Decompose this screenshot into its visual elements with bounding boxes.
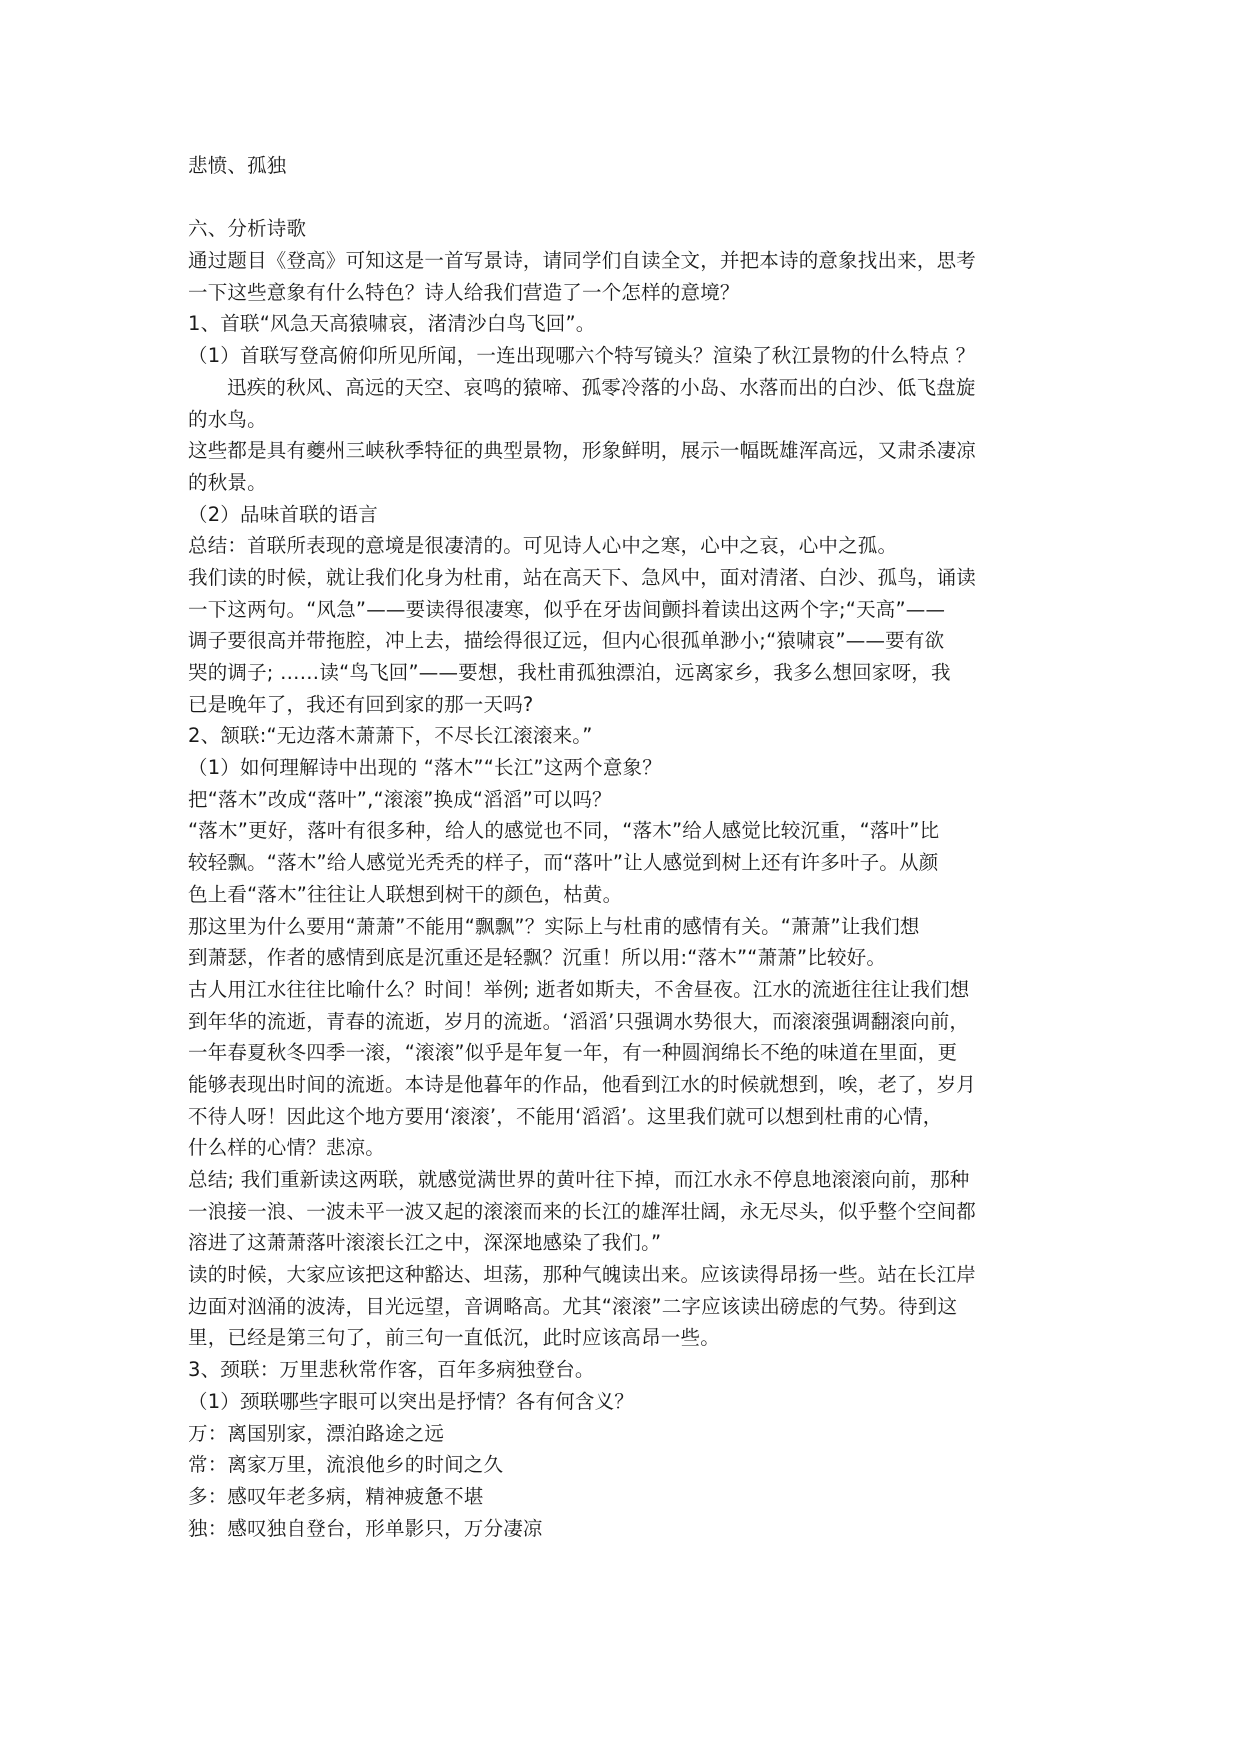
definition-line: 万：离国别家，漂泊路途之远 xyxy=(188,1421,445,1445)
text-line: 里，已经是第三句了，前三句一直低沉，此时应该高昂一些。 xyxy=(188,1326,720,1350)
text-line: 一年春夏秋冬四季一滚，“滚滚”似乎是年复一年，有一种圆润绵长不绝的味道在里面，更 xyxy=(188,1041,958,1065)
text-line: 哭的调子; ……读“鸟飞回”——要想，我杜甫孤独漂泊，远离家乡，我多么想回家呀，我 xyxy=(188,661,951,684)
blank-line xyxy=(188,182,1068,214)
question-line: （1）首联写登高俯仰所见所闻，一连出现哪六个特写镜头？渲染了秋江景物的什么特点 ？ xyxy=(188,344,976,368)
text-line: 通过题目《登高》可知这是一首写景诗，请同学们自读全文，并把本诗的意象找出来，思考 xyxy=(188,249,977,273)
text-line: 能够表现出时间的流逝。本诗是他暮年的作品，他看到江水的时候就想到，唉，老了，岁月 xyxy=(188,1072,977,1096)
text-line: 溶进了这萧萧落叶滚滚长江之中，深深地感染了我们。” xyxy=(188,1231,662,1255)
text-line: 一下这些意象有什么特色？诗人给我们营造了一个怎样的意境？ xyxy=(188,280,740,304)
summary-line: 总结; 我们重新读这两联，就感觉满世界的黄叶往下掉，而江水永不停息地滚滚向前，那种 xyxy=(188,1168,970,1191)
text-line: 悲愤、孤独 xyxy=(188,154,287,177)
summary-line: 总结：首联所表现的意境是很凄清的。可见诗人心中之寒，心中之哀，心中之孤。 xyxy=(188,534,898,558)
question-line: （2）品味首联的语言 xyxy=(188,502,378,526)
definition-line: 多：感叹年老多病，精神疲惫不堪 xyxy=(188,1484,484,1508)
text-line: 到萧瑟，作者的感情到底是沉重还是轻飘？沉重！所以用:“落木”“萧萧”比较好。 xyxy=(188,946,887,970)
text-line: 这些都是具有夔州三峡秋季特征的典型景物，形象鲜明，展示一幅既雄浑高远，又肃杀凄凉 xyxy=(188,439,977,463)
text-line: “落木”更好，落叶有很多种，给人的感觉也不同，“落木”给人感觉比较沉重，“落叶”比 xyxy=(188,819,940,843)
definition-line: 独：感叹独自登台，形单影只，万分凄凉 xyxy=(188,1516,543,1540)
text-line: 不待人呀！因此这个地方要用‘滚滚’，不能用‘滔滔’。这里我们就可以想到杜甫的心情， xyxy=(188,1104,943,1128)
question-line: （1）如何理解诗中出现的 “落木”“长江”这两个意象？ xyxy=(188,756,662,780)
text-line: 边面对汹涌的波涛，目光远望，音调略高。尤其“滚滚”二字应该读出磅虑的气势。待到这 xyxy=(188,1294,958,1318)
text-line: 已是晚年了，我还有回到家的那一天吗? xyxy=(188,692,534,716)
section-heading: 六、分析诗歌 xyxy=(188,217,307,241)
subsection-heading: 2、颔联:“无边落木萧萧下，不尽长江滚滚来。” xyxy=(188,724,593,748)
question-line: （1）颈联哪些字眼可以突出是抒情？各有何含义？ xyxy=(188,1389,635,1413)
text-line: 一浪接一浪、一波未平一波又起的滚滚而来的长江的雄浑壮阔，永无尽头，似乎整个空间都 xyxy=(188,1199,977,1223)
text-line: 调子要很高并带拖腔，冲上去，描绘得很辽远，但内心很孤单渺小;“猿啸哀”——要有欲 xyxy=(188,629,945,653)
text-line: 读的时候，大家应该把这种豁达、坦荡，那种气魄读出来。应该读得昂扬一些。站在长江岸 xyxy=(188,1263,977,1287)
text-line: 的水鸟。 xyxy=(188,407,267,431)
subsection-heading: 1、首联“风急天高猿啸哀，渚清沙白鸟飞回”。 xyxy=(188,312,596,336)
text-line: 把“落木”改成“落叶”,“滚滚”换成“滔滔”可以吗？ xyxy=(188,787,612,811)
text-line: 色上看“落木”往往让人联想到树干的颜色，枯黄。 xyxy=(188,882,623,906)
document-body xyxy=(188,150,1068,1544)
text-line: 一下这两句。“风急”——要读得很凄寒，似乎在牙齿间颤抖着读出这两个字;“天高”—— xyxy=(188,597,946,621)
text-line: 到年华的流逝，青春的流逝，岁月的流逝。‘滔滔’只强调水势很大，而滚滚强调翻滚向前， xyxy=(188,1009,970,1033)
text-line: 什么样的心情？悲凉。 xyxy=(188,1136,386,1160)
subsection-heading: 3、颈联：万里悲秋常作客，百年多病独登台。 xyxy=(188,1358,595,1382)
text-line: 迅疾的秋风、高远的天空、哀鸣的猿啼、孤零冷落的小岛、水落而出的白沙、低飞盘旋 xyxy=(227,375,976,399)
text-line: 较轻飘。“落木”给人感觉光秃秃的样子，而“落叶”让人感觉到树上还有许多叶子。从颜 xyxy=(188,851,939,875)
text-line: 的秋景。 xyxy=(188,470,267,494)
definition-line: 常：离家万里，流浪他乡的时间之久 xyxy=(188,1453,504,1477)
text-line: 那这里为什么要用“萧萧”不能用“飘飘”？实际上与杜甫的感情有关。“萧萧”让我们想 xyxy=(188,914,920,938)
text-line: 古人用江水往往比喻什么？时间！举例; 逝者如斯夫，不舍昼夜。江水的流逝往往让我们想 xyxy=(188,977,970,1001)
text-line: 我们读的时候，就让我们化身为杜甫，站在高天下、急风中，面对清渚、白沙、孤鸟，诵读 xyxy=(188,565,977,589)
